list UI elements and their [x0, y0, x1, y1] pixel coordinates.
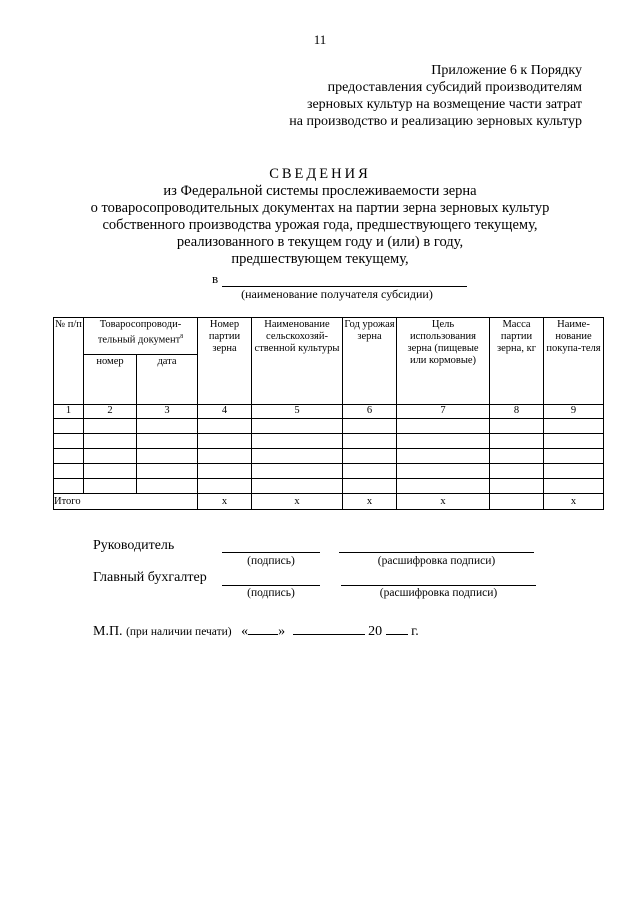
total-purpose: х: [397, 494, 490, 510]
title-line: реализованного в текущем году и (или) в году,: [176, 234, 464, 250]
title-heading: СВЕДЕНИЯ: [269, 166, 371, 182]
document-title: [0, 166, 640, 268]
header-year: Год урожая зерна: [343, 318, 397, 405]
signature-caption: (подпись): [247, 587, 295, 599]
close-quote: »: [278, 624, 286, 639]
stamp-label: М.П.: [93, 624, 123, 639]
appendix-line: на производство и реализацию зерновых культур: [289, 114, 582, 129]
appendix-line: зерновых культур на возмещение части затрат: [306, 97, 582, 112]
recipient-prefix: в: [212, 271, 219, 286]
header-doc-number: номер: [84, 355, 137, 405]
column-number: 5: [252, 405, 343, 419]
accountant-label: Главный бухгалтер: [93, 570, 207, 585]
column-number: 2: [84, 405, 137, 419]
recipient-blank: [222, 274, 467, 287]
recipient-caption: (наименование получателя субсидии): [241, 287, 433, 301]
appendix-header: [289, 62, 582, 130]
total-buyer: х: [544, 494, 604, 510]
appendix-line: Приложение 6 к Порядку: [431, 63, 582, 78]
total-label: Итого: [54, 494, 198, 510]
title-line: предшествующем текущему,: [231, 251, 409, 267]
title-line: собственного производства урожая года, предшествующего текущему,: [102, 217, 538, 233]
header-doc: Товаросопроводи-тельный документ$^8$: [84, 318, 198, 355]
year-blank: [386, 622, 408, 635]
day-blank: [248, 622, 278, 635]
table-row: [54, 419, 604, 434]
signature-caption: (подпись): [247, 555, 295, 567]
header-crop: Наименование сельскохозяй-ственной культуры: [252, 318, 343, 405]
header-doc-date: дата: [137, 355, 198, 405]
table-row: [54, 479, 604, 494]
accountant-signature-blank: [222, 570, 320, 586]
head-label: Руководитель: [93, 538, 175, 553]
header-mass: Масса партии зерна, кг: [490, 318, 544, 405]
title-line: о товаросопроводительных документах на партии зерна зерновых культур: [90, 200, 550, 216]
total-mass: [490, 494, 544, 510]
open-quote: «: [241, 624, 249, 639]
year-suffix: г.: [411, 624, 419, 639]
column-number: 8: [490, 405, 544, 419]
decoding-caption: (расшифровка подписи): [379, 587, 498, 599]
appendix-line: предоставления субсидий производителям: [327, 80, 582, 95]
year-prefix: 20: [368, 624, 383, 639]
total-batch: х: [198, 494, 252, 510]
column-number: 9: [544, 405, 604, 419]
head-signature-blank: [222, 538, 320, 553]
total-year: х: [343, 494, 397, 510]
table-row: [54, 464, 604, 479]
header-num: № п/п: [54, 318, 84, 405]
head-decoding-blank: [339, 538, 534, 553]
column-number: 1: [54, 405, 84, 419]
month-blank: [293, 622, 365, 635]
title-line: из Федеральной системы прослеживаемости зерна: [163, 183, 477, 199]
header-buyer: Наиме-нование покупа-теля: [544, 318, 604, 405]
column-number: 3: [137, 405, 198, 419]
stamp-note: (при наличии печати): [126, 626, 232, 638]
data-table: [53, 317, 604, 510]
table-row: [54, 449, 604, 464]
decoding-caption: (расшифровка подписи): [377, 555, 496, 567]
recipient-field: [212, 271, 467, 287]
header-batch: Номер партии зерна: [198, 318, 252, 405]
table-row: [54, 434, 604, 449]
header-purpose: Цель использования зерна (пищевые или кормовые): [397, 318, 490, 405]
page-number: 11: [313, 32, 327, 47]
total-crop: х: [252, 494, 343, 510]
accountant-decoding-blank: [341, 570, 536, 586]
column-number: 7: [397, 405, 490, 419]
column-number: 4: [198, 405, 252, 419]
stamp-line: [93, 622, 419, 640]
footnote-marker: 8: [180, 334, 184, 340]
column-number: 6: [343, 405, 397, 419]
total-row: [54, 494, 604, 510]
